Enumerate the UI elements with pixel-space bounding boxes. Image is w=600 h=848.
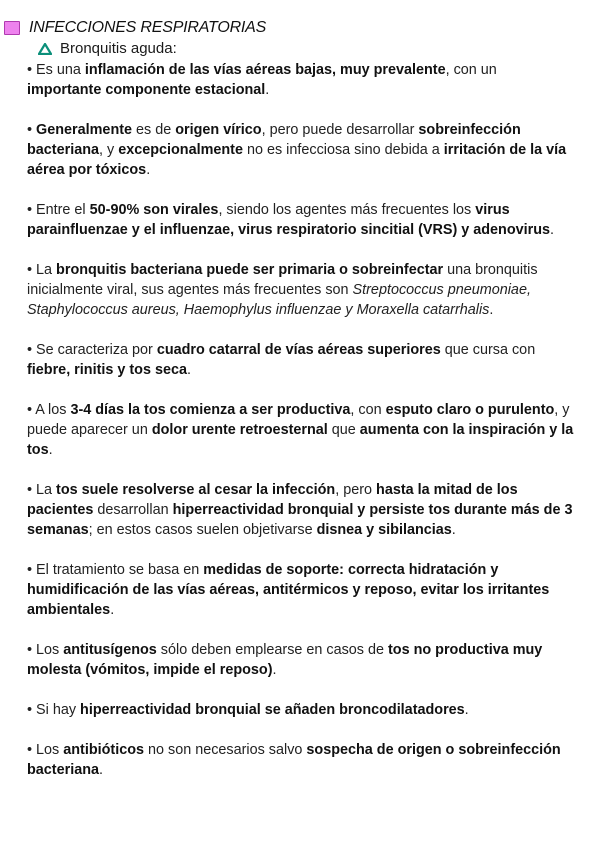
paragraph: [27, 200, 575, 240]
text-run: , y: [99, 142, 119, 158]
text-run: bronquitis bacteriana puede ser primaria o sobreinfectar: [56, 262, 444, 278]
text-run: .: [48, 442, 53, 458]
text-run: excepcionalmente: [118, 142, 243, 158]
text-run: que cursa con: [440, 342, 536, 358]
text-run: irritación de la vía aérea por tóxicos: [27, 142, 567, 178]
text-run: antitusígenos: [63, 642, 157, 658]
text-run: fiebre, rinitis y tos seca: [27, 362, 187, 378]
paragraph: [27, 640, 575, 680]
text-run: hasta la mitad de los pacientes: [27, 482, 518, 518]
text-run: .: [186, 362, 191, 378]
text-run: .: [451, 522, 456, 538]
text-run: ; en estos casos suelen objetivarse: [88, 522, 317, 538]
document-body: [27, 60, 575, 800]
text-run: , pero: [335, 482, 377, 498]
text-run: inflamación de las vías aéreas bajas, muy prevalente: [84, 62, 446, 78]
text-run: 50-90% son virales: [89, 202, 219, 218]
text-run: 3-4 días la tos comienza a ser productiva: [70, 402, 351, 418]
text-run: , siendo los agentes más frecuentes los: [218, 202, 476, 218]
text-run: sólo deben emplearse en casos de: [156, 642, 388, 658]
text-run: hiperreactividad bronquial se añaden broncodilatadores: [80, 702, 465, 718]
text-run: • Los: [27, 642, 64, 658]
text-run: .: [464, 702, 469, 718]
text-run: .: [99, 762, 103, 778]
text-run: , y puede aparecer un: [27, 402, 570, 438]
text-run: dolor urente retroesternal: [151, 422, 328, 438]
text-run: es de: [132, 122, 176, 138]
text-run: • Si hay: [27, 702, 81, 718]
text-run: importante componente estacional: [27, 82, 266, 98]
subheader: [38, 40, 177, 57]
paragraph: [27, 480, 575, 540]
section-title: INFECCIONES RESPIRATORIAS: [29, 19, 267, 36]
subheader-label: Bronquitis aguda:: [60, 40, 177, 57]
paragraph: [27, 260, 575, 320]
triangle-icon: [38, 43, 52, 55]
text-run: • A los: [27, 402, 71, 418]
text-run: tos no productiva muy molesta (vómitos, impide el reposo): [27, 642, 543, 678]
text-run: .: [550, 222, 555, 238]
text-run: , con: [350, 402, 386, 418]
paragraph: [27, 700, 575, 720]
text-run: hiperreactividad bronquial y persiste tos durante más de 3 semanas: [27, 502, 573, 538]
text-run: sobreinfección bacteriana: [27, 122, 521, 158]
text-run: cuadro catarral de vías aéreas superiores: [156, 342, 441, 358]
text-run: medidas de soporte: correcta hidratación y humidificación de las vías aéreas, antitérmicos y reposo, evitar los irritantes ambientales: [27, 562, 550, 618]
paragraph: [27, 340, 575, 380]
text-run: desarrollan: [93, 502, 173, 518]
text-run: virus parainfluenzae y el influenzae, virus respiratorio sincitial (VRS) y adenovirus: [27, 202, 551, 238]
text-run: .: [110, 602, 115, 618]
section-header: [4, 18, 266, 38]
text-run: esputo claro o purulento: [385, 402, 555, 418]
paragraph: [27, 400, 575, 460]
text-run: • La: [27, 482, 57, 498]
text-run: • Se caracteriza por: [27, 342, 157, 358]
text-run: no son necesarios salvo: [144, 742, 307, 758]
text-run: .: [265, 82, 270, 98]
text-run: • El tratamiento se basa en: [27, 562, 204, 578]
text-run: aumenta con la inspiración y la tos: [27, 422, 574, 458]
text-run: antibióticos: [63, 742, 145, 758]
text-run: origen vírico: [175, 122, 262, 138]
text-run: • La: [27, 262, 57, 278]
text-run: .: [489, 302, 494, 318]
paragraph: [27, 560, 575, 620]
text-run: • Es una: [27, 62, 85, 78]
text-run: disnea y sibilancias: [316, 522, 452, 538]
text-run: • Los: [27, 742, 64, 758]
text-run: .: [272, 662, 277, 678]
text-run: una bronquitis inicialmente viral, sus agentes más frecuentes son: [27, 262, 538, 298]
text-run: • Entre el: [27, 202, 90, 218]
paragraph: [27, 120, 575, 180]
text-run: Streptococcus pneumoniae, Staphylococcus aureus, Haemophylus influenzae y Moraxella catarrhalis: [27, 282, 531, 318]
text-run: •: [27, 122, 37, 138]
text-run: sospecha de origen o sobreinfección bacteriana: [27, 742, 561, 778]
text-run: Generalmente: [36, 122, 133, 138]
text-run: .: [146, 162, 151, 178]
text-run: no es infecciosa sino debida a: [242, 142, 444, 158]
text-run: tos suele resolverse al cesar la infección: [56, 482, 336, 498]
paragraph: [27, 60, 575, 100]
pink-square-icon: [4, 21, 20, 35]
paragraph: [27, 740, 575, 780]
text-run: que: [327, 422, 360, 438]
text-run: , con un: [445, 62, 497, 78]
text-run: , pero puede desarrollar: [261, 122, 419, 138]
